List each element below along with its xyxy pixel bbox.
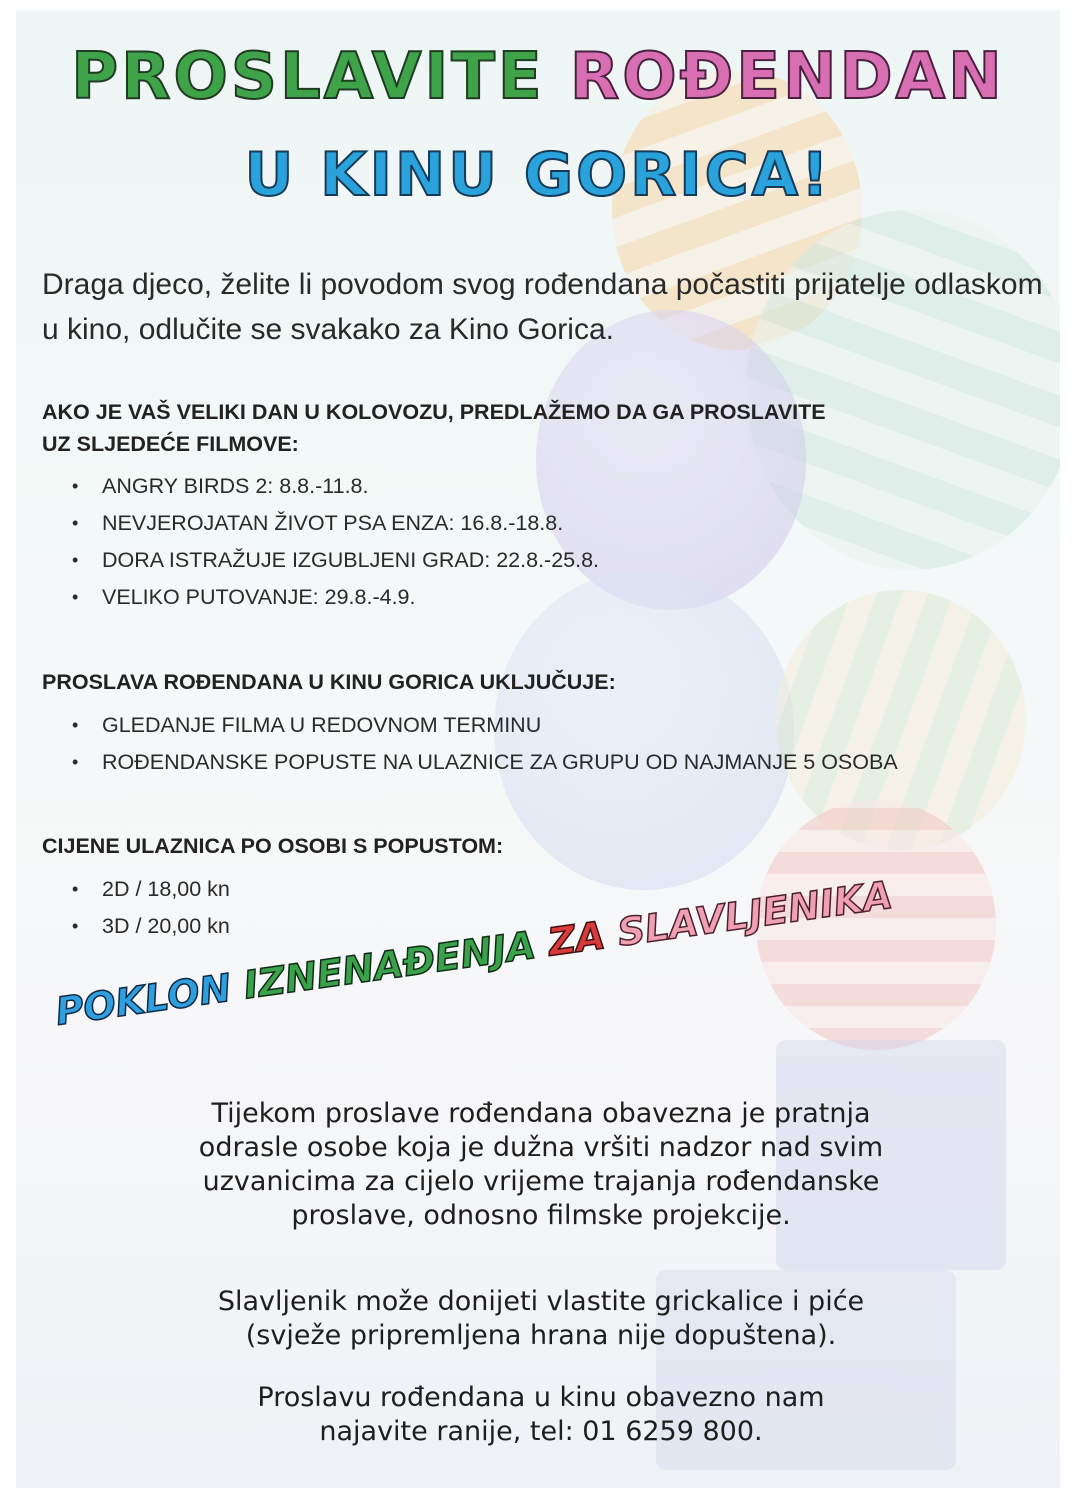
paragraph-line: proslave, odnosno filmske projekcije. <box>291 1200 791 1231</box>
title-word-rodendan: ROĐENDAN <box>569 40 1005 114</box>
list-item: • DORA ISTRAŽUJE IZGUBLJENI GRAD: 22.8.-25.8. <box>66 542 599 579</box>
paragraph-line: (svježe pripremljena hrana nije dopuštena). <box>245 1320 837 1351</box>
title-word-proslavite: PROSLAVITE <box>71 40 545 114</box>
list-item: • VELIKO PUTOVANJE: 29.8.-4.9. <box>66 579 599 616</box>
poster <box>16 10 1060 1488</box>
list-item: • 3D / 20,00 kn <box>66 908 230 945</box>
list-item: • GLEDANJE FILMA U REDOVNOM TERMINU <box>66 707 898 744</box>
banner-word-iznenadenja: IZNENAĐENJA <box>240 922 539 1008</box>
paragraph-line: Tijekom proslave rođendana obavezna je pratnja <box>211 1098 871 1129</box>
banner-word-poklon: POKLON <box>52 965 234 1034</box>
list-item: • 2D / 18,00 kn <box>66 871 230 908</box>
paragraph-line: uzvanicima za cijelo vrijeme trajanja rođendanske <box>202 1166 880 1197</box>
banner-word-slavljenika: SLAVLJENIKA <box>614 872 896 955</box>
intro-text: Draga djeco, želite li povodom svog rođendana počastiti prijatelje odlaskom u kino, odlučite se svakako za Kino Gorica. <box>42 268 1043 346</box>
paragraph-line: najavite ranije, tel: 01 6259 800. <box>319 1416 763 1447</box>
snacks-paragraph <box>76 1285 1006 1353</box>
section1-heading <box>42 396 1052 460</box>
film-list <box>66 468 599 616</box>
title-line-2: U KINU GORICA! <box>244 140 832 210</box>
list-item: • ANGRY BIRDS 2: 8.8.-11.8. <box>66 468 599 505</box>
contact-paragraph <box>76 1381 1006 1449</box>
price-list <box>66 871 230 945</box>
list-item: • ROĐENDANSKE POPUSTE NA ULAZNICE ZA GRUPU OD NAJMANJE 5 OSOBA <box>66 744 898 781</box>
list-item: • NEVJEROJATAN ŽIVOT PSA ENZA: 16.8.-18.8. <box>66 505 599 542</box>
section1-heading-line2: UZ SLJEDEĆE FILMOVE: <box>42 432 299 456</box>
section3-heading: CIJENE ULAZNICA PO OSOBI S POPUSTOM: <box>42 834 504 858</box>
paragraph-line: Slavljenik može donijeti vlastite grickalice i piće <box>217 1286 865 1317</box>
paragraph-line: odrasle osobe koja je dužna vršiti nadzor nad svim <box>198 1132 884 1163</box>
section2-heading: PROSLAVA ROĐENDANA U KINU GORICA UKLJUČUJE: <box>42 670 616 694</box>
title-line-1 <box>16 40 1060 114</box>
paragraph-line: Proslavu rođendana u kinu obavezno nam <box>257 1382 825 1413</box>
section1-heading-line1: AKO JE VAŠ VELIKI DAN U KOLOVOZU, PREDLAŽEMO DA GA PROSLAVITE <box>42 400 826 424</box>
includes-list <box>66 707 898 781</box>
supervision-paragraph <box>76 1097 1006 1233</box>
banner-word-za: ZA <box>545 913 608 965</box>
